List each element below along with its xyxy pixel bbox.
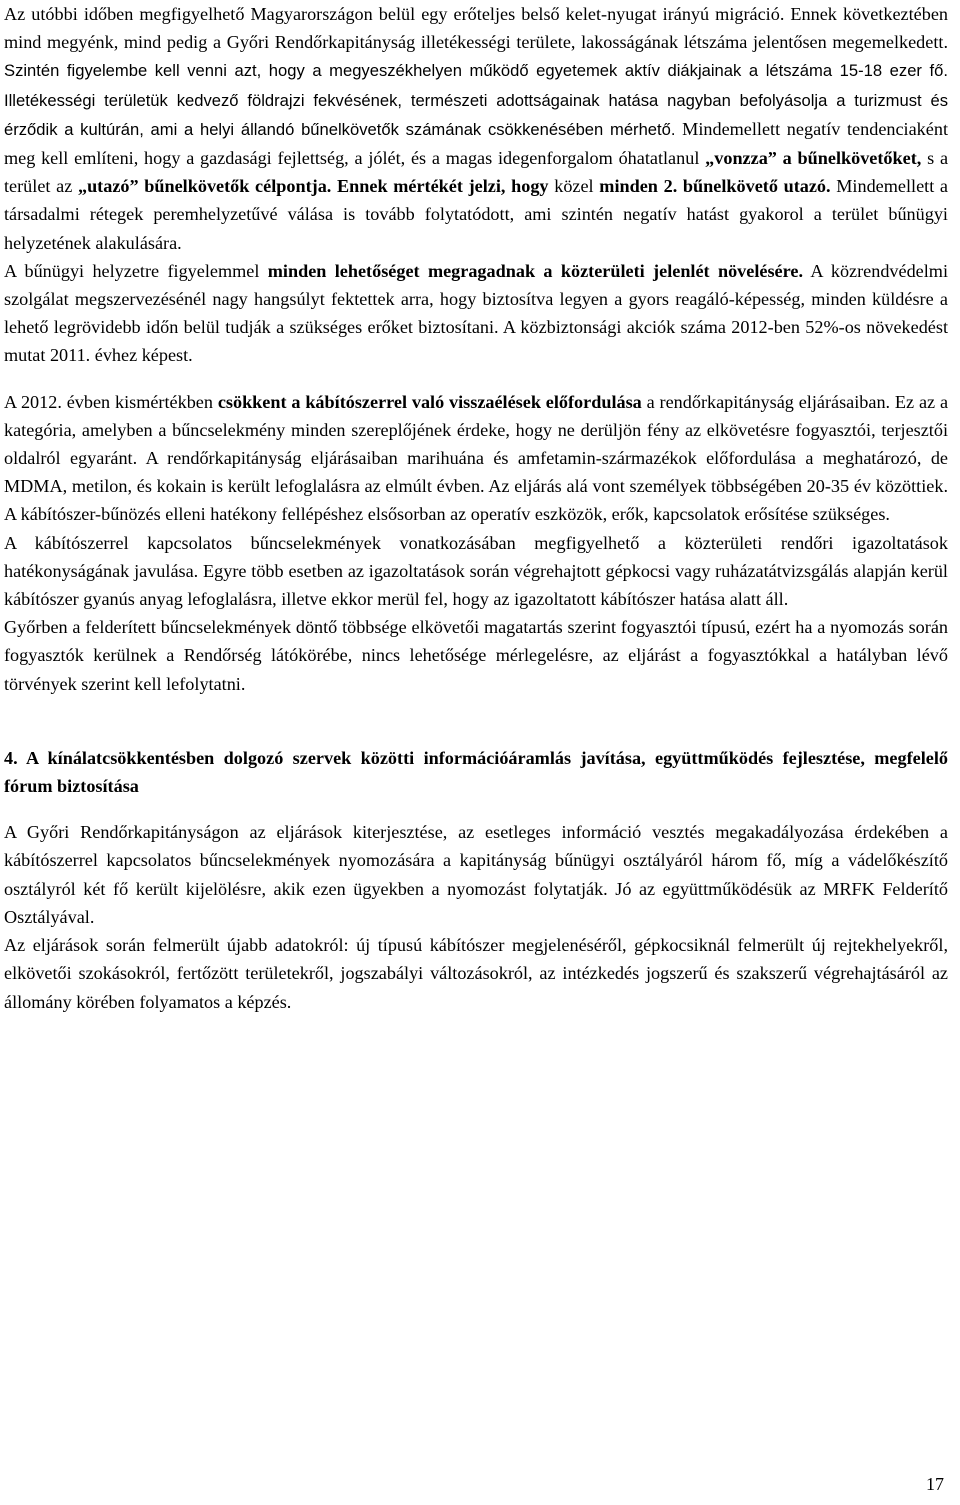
paragraph-identity-checks: A kábítószerrel kapcsolatos bűncselekmények vonatkozásában megfigyelhető a közterületi rendőri igazoltatások hatékonyságának javulása. Egyre több esetben az igazoltatások során végrehajtott gépkocsi vagy ruházatátvizsgálás alapján kerül kábítószer gyanús anyag lefoglalásra, illetve ekkor merül fel, hogy az igazoltatott kábítószer hatása alatt áll. <box>4 532 948 610</box>
paragraph-training: Az eljárások során felmerült újabb adatokról: új típusú kábítószer megjelenéséről, gépkocsiknál felmerült új rejtekhelyekről, elkövetői szokásokról, fertőzött területekről, jogszabályi változásokról, az intézkedés jogszerű és szakszerű végrehajtásáról az állomány körében folyamatos a képzés. <box>4 935 948 1012</box>
bold-phrase: minden 2. bűnelkövető utazó. <box>599 176 831 197</box>
page-number: 17 <box>926 1474 944 1494</box>
paragraph-migration <box>4 0 948 257</box>
sentence: Mindemellett a társadalmi rétegek peremhelyzetűvé válása is tovább folytatódott, ami szintén negatív hatást gyakorol a terület bűnügyi helyzetének alakulására. <box>4 176 949 253</box>
paragraph-police-cooperation: A Győri Rendőrkapitányságon az eljárások kiterjesztése, az esetleges információ vesztés megakadályozása érdekében a kábítószerrel kapcsolatos bűncselekmények nyomozására a kapitányság bűnügyi osztályáról három fő, míg a vádelőkészítő osztályról két fő került kijelölésre, akik ezen ügyekben a nyomozást folytatják. Jó az együttműködésük az MRFK Felderítő Osztályával. <box>4 822 948 927</box>
sentence: Szintén figyelembe kell venni azt, hogy a megyeszékhelyen működő egyetemek aktív diákjainak a létszáma 15-18 ezer fő. <box>4 61 948 81</box>
sentence: a rendőrkapitányság eljárásaiban. Ez az a kategória, amelyben a bűncselekmény minden szereplőjének érdeke, hogy ne derüljön fény az elkövetésre fogyasztói, terjesztői oldalról egyaránt. A rendőrkapitányság eljárásaiban marihuána és amfetamin-származékok előfordulása a meghatározó, de MDMA, metilon, és kokain is került lefoglalásra az elmúlt évben. Az eljárás alá vont személyek többségében 20-35 év közöttiek. A kábítószer-bűnözés elleni hatékony fellépéshez elsősorban az operatív eszközök, erők, kapcsolatok erősítése szükséges. <box>4 391 949 525</box>
bold-phrase: minden lehetőséget megragadnak a közterületi jelenlét növelésére. <box>267 260 803 281</box>
sentence: Mindemellett negatív tendenciaként meg kell említeni, hogy a gazdasági fejlettség, a jólét, és a magas idegenforgalom óhatatlanul <box>4 118 948 169</box>
sentence: A 2012. évben kismértékben <box>4 391 213 412</box>
sentence: Illetékességi területük kedvező földrajzi fekvésének, természeti adottságainak hatása nagyban befolyásolja a turizmust és érződik a kultúrán, ami a helyi állandó bűnelkövetők számának csökkenésében mérhető. <box>4 90 948 139</box>
sentence: közel <box>554 176 594 197</box>
paragraph-public-presence <box>4 257 948 370</box>
bold-phrase: csökkent a kábítószerrel való visszaélések előfordulása <box>217 391 642 412</box>
bold-phrase: „vonzza” a bűnelkövetőket, <box>705 148 922 169</box>
sentence: A bűnügyi helyzetre figyelemmel <box>4 260 260 281</box>
paragraph-drug-abuse <box>4 388 948 529</box>
paragraph-gyor-offences: Győrben a felderített bűncselekmények döntő többsége elkövetői magatartás szerint fogyasztói típusú, ezért ha a nyomozás során fogyasztók kerülnek a Rendőrség látókörébe, nincs lehetősége mérlegelésre, az eljárást a fogyasztókkal a hatályban lévő törvények szerint kell lefolytatni. <box>4 617 948 694</box>
sentence: A közrendvédelmi szolgálat megszervezésénél nagy hangsúlyt fektettek arra, hogy biztosítva legyen a gyors reagáló-képesség, minden küldésre a lehető legrövidebb időn belül tudják a szükséges erőket biztosítani. A közbiztonsági akciók száma 2012-ben 52%-os növekedést mutat 2011. évhez képest. <box>4 260 949 366</box>
sentence: s a terület az <box>4 148 949 197</box>
section-heading: 4. A kínálatcsökkentésben dolgozó szervek közötti információáramlás javítása, együttműködés fejlesztése, megfelelő fórum biztosítása <box>4 747 948 797</box>
bold-phrase: „utazó” bűnelkövetők célpontja. Ennek mértékét jelzi, hogy <box>77 176 549 197</box>
sentence: Az utóbbi időben megfigyelhető Magyarországon belül egy erőteljes belső kelet-nyugat irányú migráció. Ennek következtében mind megyénk, mind pedig a Győri Rendőrkapitányság illetékességi területe, lakosságának létszáma jelentősen megemelkedett. <box>4 4 948 53</box>
